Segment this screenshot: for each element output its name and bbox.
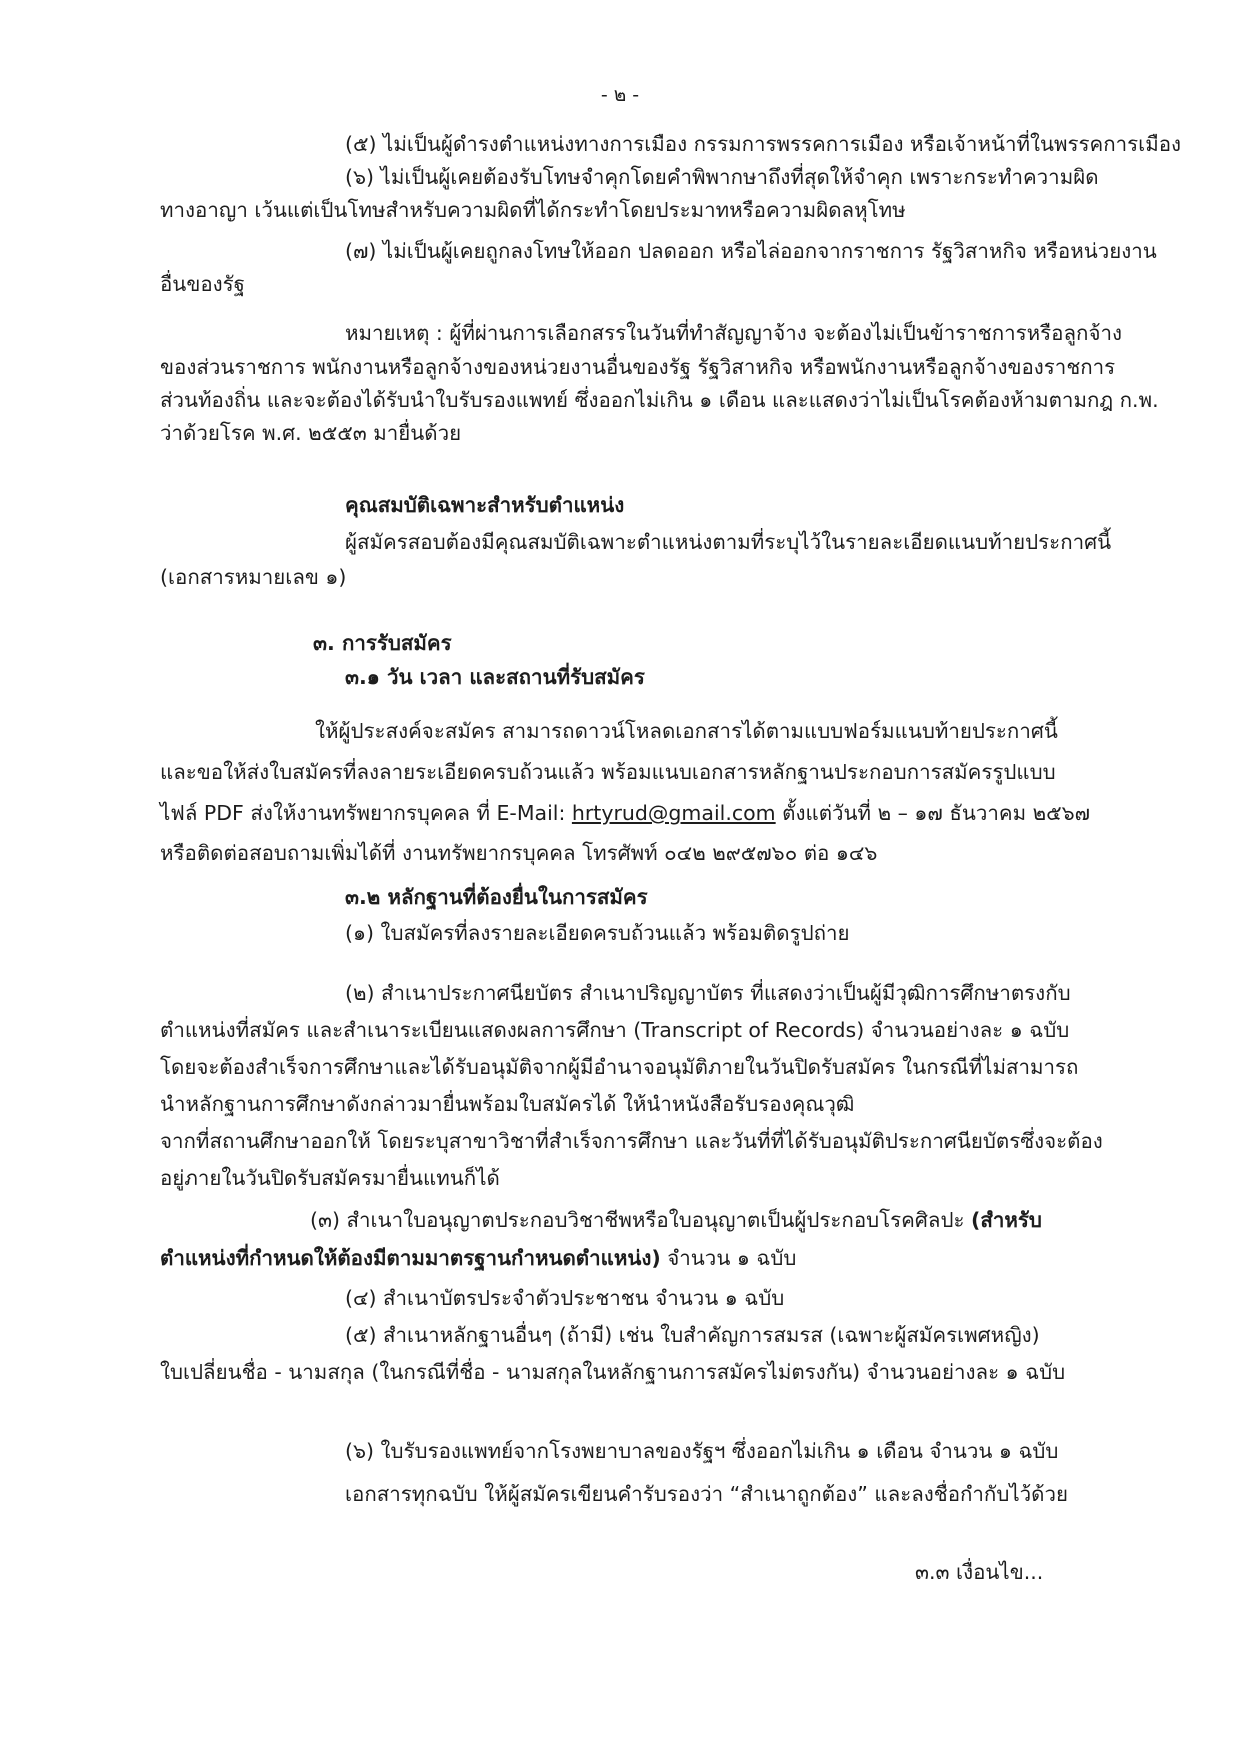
remark-line-3: ส่วนท้องถิ่น และจะต้องได้รับนำใบรับรองแพทย์ ซึ่งออกไม่เกิน ๑ เดือน และแสดงว่าไม่เป็นโรคต้องห้ามตามกฎ ก.พ. xyxy=(160,388,1159,412)
remark-line-1: หมายเหตุ : ผู้ที่ผ่านการเลือกสรรในวันที่ทำสัญญาจ้าง จะต้องไม่เป็นข้าราชการหรือลูกจ้าง xyxy=(345,321,1122,345)
application-line-2: และขอให้ส่งใบสมัครที่ลงลายระเอียดครบถ้วนแล้ว พร้อมแนบเอกสารหลักฐานประกอบการสมัครรูปแบบ xyxy=(160,760,1056,784)
doc-item-4-id-card: (๔) สำเนาบัตรประจำตัวประชาชน จำนวน ๑ ฉบับ xyxy=(345,1286,785,1310)
item-7-dismissal-cont: อื่นของรัฐ xyxy=(160,272,245,296)
remark-line-4: ว่าด้วยโรค พ.ศ. ๒๕๕๓ มายื่นด้วย xyxy=(160,421,462,445)
doc-item-5-line-1: (๕) สำเนาหลักฐานอื่นๆ (ถ้ามี) เช่น ใบสำคัญการสมรส (เฉพาะผู้สมัครเพศหญิง) xyxy=(345,1323,1040,1347)
item-6-criminal-record: (๖) ไม่เป็นผู้เคยต้องรับโทษจำคุกโดยคำพิพากษาถึงที่สุดให้จำคุก เพราะกระทำความผิด xyxy=(345,165,1099,189)
application-line-4-contact: หรือติดต่อสอบถามเพิ่มได้ที่ งานทรัพยากรบุคคล โทรศัพท์ ๐๔๒ ๒๙๕๗๖๐ ต่อ ๑๔๖ xyxy=(160,841,878,865)
doc-item-2-line-1: (๒) สำเนาประกาศนียบัตร สำเนาปริญญาบัตร ที่แสดงว่าเป็นผู้มีวุฒิการศึกษาตรงกับ xyxy=(345,981,1071,1005)
heading-section-3-2-documents: ๓.๒ หลักฐานที่ต้องยื่นในการสมัคร xyxy=(345,885,648,909)
doc-item-3-line-2 xyxy=(160,1243,796,1273)
application-line-3-dates: ตั้งแต่วันที่ ๒ – ๑๗ ธันวาคม ๒๕๖๗ xyxy=(775,801,1091,825)
application-line-1: ให้ผู้ประสงค์จะสมัคร สามารถดาวน์โหลดเอกสารได้ตามแบบฟอร์มแนบท้ายประกาศนี้ xyxy=(315,719,1058,743)
email-link[interactable]: hrtyrud@gmail.com xyxy=(571,801,776,825)
heading-section-3-application: ๓. การรับสมัคร xyxy=(313,631,452,655)
certification-note: เอกสารทุกฉบับ ให้ผู้สมัครเขียนคำรับรองว่า “สำเนาถูกต้อง” และลงชื่อกำกับไว้ด้วย xyxy=(345,1482,1069,1506)
doc-item-1-application-form: (๑) ใบสมัครที่ลงรายละเอียดครบถ้วนแล้ว พร้อมติดรูปถ่าย xyxy=(345,921,850,945)
specific-qualifications-doc-ref: (เอกสารหมายเลข ๑) xyxy=(160,565,347,589)
application-line-3 xyxy=(160,798,1090,828)
doc-item-2-line-2: ตำแหน่งที่สมัคร และสำเนาระเบียนแสดงผลการศึกษา (Transcript of Records) จำนวนอย่างละ ๑ ฉบับ xyxy=(160,1018,1070,1042)
application-line-3-prefix: ไฟล์ PDF ส่งให้งานทรัพยากรบุคคล ที่ E-Mail: xyxy=(160,801,572,825)
doc-item-3-quantity: จำนวน ๑ ฉบับ xyxy=(660,1246,797,1270)
doc-item-3-bold-note-cont: ตำแหน่งที่กำหนดให้ต้องมีตามมาตรฐานกำหนดตำแหน่ง) xyxy=(160,1246,661,1270)
item-7-dismissal: (๗) ไม่เป็นผู้เคยถูกลงโทษให้ออก ปลดออก หรือไล่ออกจากราชการ รัฐวิสาหกิจ หรือหน่วยงาน xyxy=(345,239,1157,263)
doc-item-6-medical-certificate: (๖) ใบรับรองแพทย์จากโรงพยาบาลของรัฐฯ ซึ่งออกไม่เกิน ๑ เดือน จำนวน ๑ ฉบับ xyxy=(345,1439,1059,1463)
doc-item-2-line-4: นำหลักฐานการศึกษาดังกล่าวมายื่นพร้อมใบสมัครได้ ให้นำหนังสือรับรองคุณวุฒิ xyxy=(160,1092,855,1116)
item-6-criminal-record-cont: ทางอาญา เว้นแต่เป็นโทษสำหรับความผิดที่ได้กระทำโดยประมาทหรือความผิดลหุโทษ xyxy=(160,198,906,222)
heading-section-3-1-date-time-place: ๓.๑ วัน เวลา และสถานที่รับสมัคร xyxy=(345,665,645,689)
remark-line-2: ของส่วนราชการ พนักงานหรือลูกจ้างของหน่วยงานอื่นของรัฐ รัฐวิสาหกิจ หรือพนักงานหรือลูกจ้างของราชการ xyxy=(160,355,1116,379)
doc-item-5-line-2: ใบเปลี่ยนชื่อ - นามสกุล (ในกรณีที่ชื่อ - นามสกุลในหลักฐานการสมัครไม่ตรงกัน) จำนวนอย่างละ ๑ ฉบับ xyxy=(160,1360,1066,1384)
page-number: - ๒ - xyxy=(600,84,640,106)
heading-specific-qualifications: คุณสมบัติเฉพาะสำหรับตำแหน่ง xyxy=(345,493,625,517)
item-5-political-position: (๕) ไม่เป็นผู้ดำรงตำแหน่งทางการเมือง กรรมการพรรคการเมือง หรือเจ้าหน้าที่ในพรรคการเมือง xyxy=(345,132,1182,156)
continuation-marker: ๓.๓ เงื่อนไข... xyxy=(915,1560,1044,1584)
doc-item-3-bold-note: (สำหรับ xyxy=(971,1208,1042,1232)
doc-item-2-line-6: อยู่ภายในวันปิดรับสมัครมายื่นแทนก็ได้ xyxy=(160,1166,500,1190)
doc-item-2-line-5: จากที่สถานศึกษาออกให้ โดยระบุสาขาวิชาที่สำเร็จการศึกษา และวันที่ที่ได้รับอนุมัติประกาศนียบัตรซึ่งจะต้อง xyxy=(160,1129,1103,1153)
doc-item-3-text: (๓) สำเนาใบอนุญาตประกอบวิชาชีพหรือใบอนุญาตเป็นผู้ประกอบโรคศิลปะ xyxy=(310,1208,971,1232)
specific-qualifications-text: ผู้สมัครสอบต้องมีคุณสมบัติเฉพาะตำแหน่งตามที่ระบุไว้ในรายละเอียดแนบท้ายประกาศนี้ xyxy=(345,530,1112,554)
doc-item-2-line-3: โดยจะต้องสำเร็จการศึกษาและได้รับอนุมัติจากผู้มีอำนาจอนุมัติภายในวันปิดรับสมัคร ในกรณีที่ไม่สามารถ xyxy=(160,1055,1079,1079)
doc-item-3-line-1 xyxy=(310,1205,1042,1235)
